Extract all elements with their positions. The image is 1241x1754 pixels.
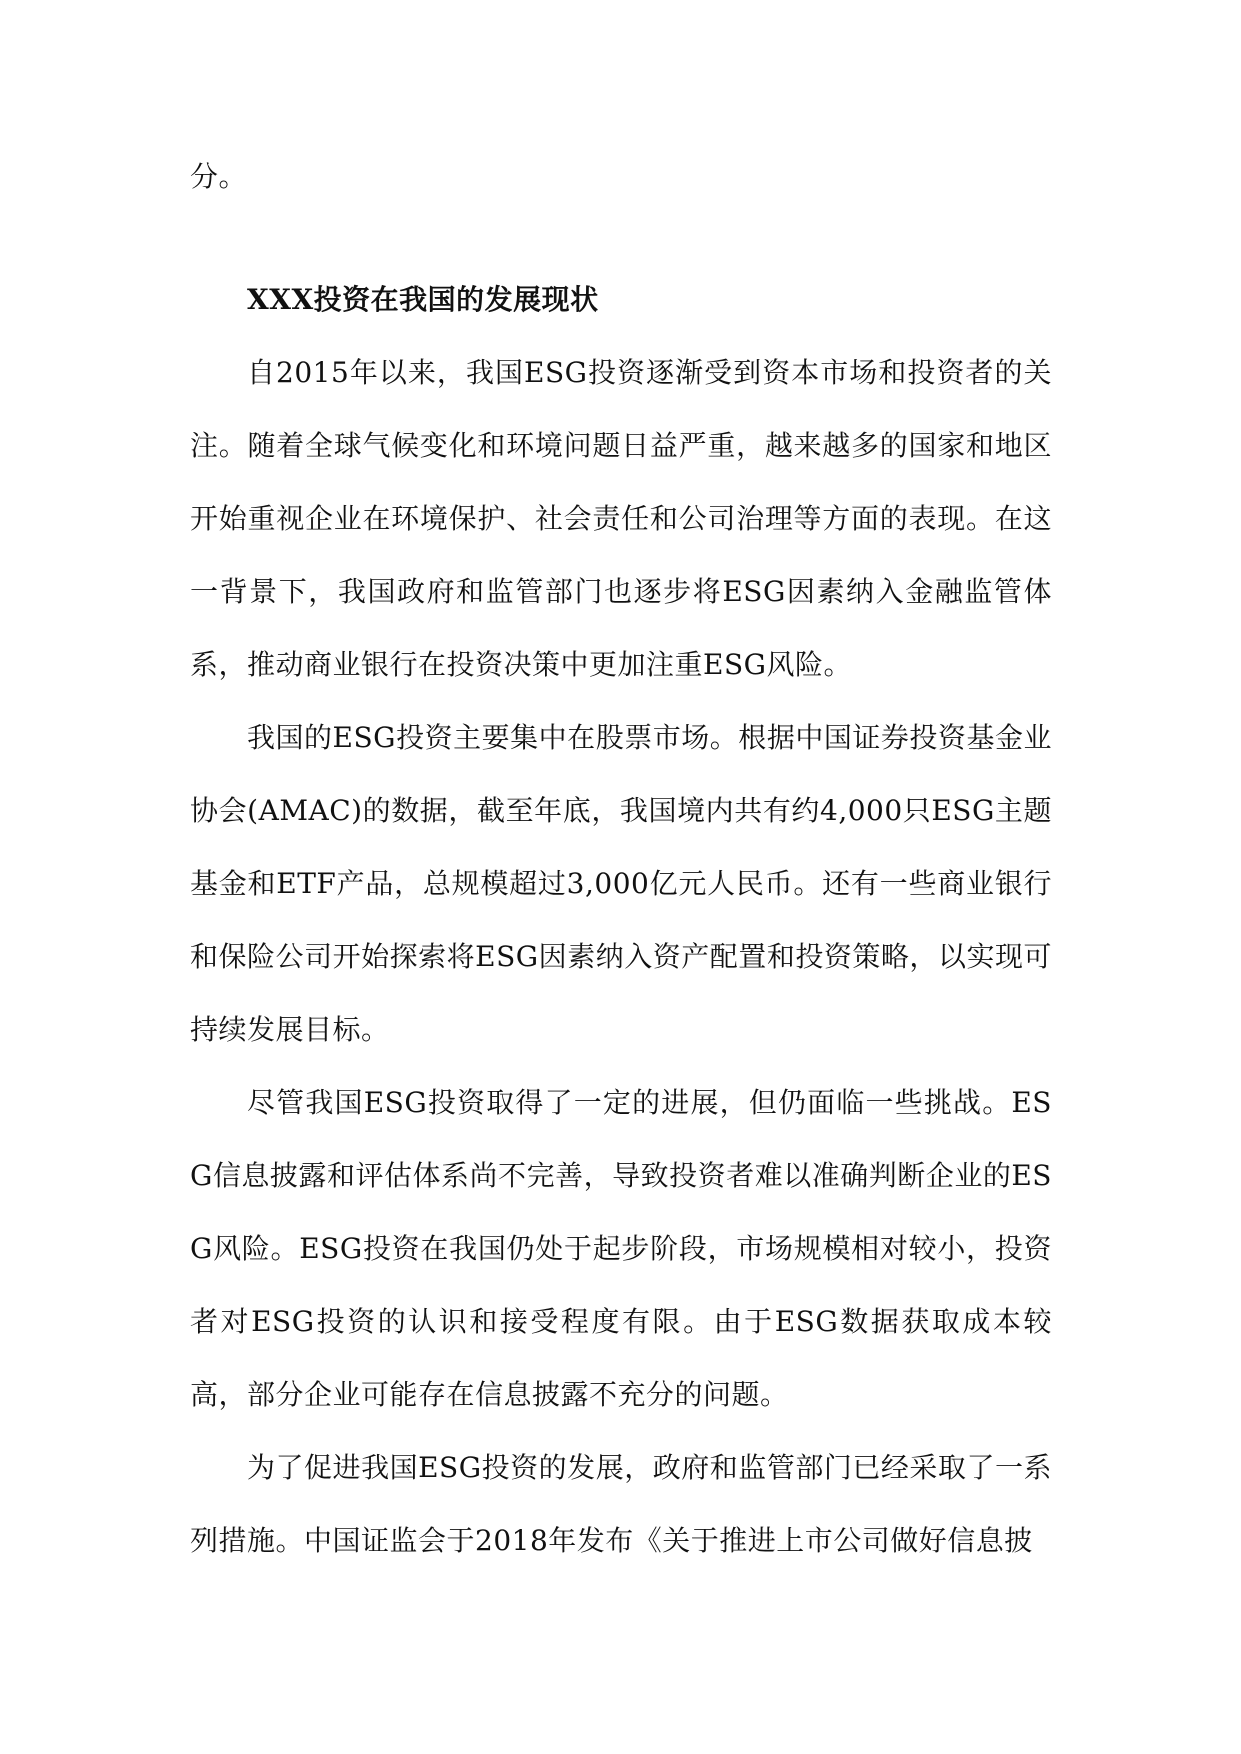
paragraph-3: 尽管我国ESG投资取得了一定的进展，但仍面临一些挑战。ESG信息披露和评估体系尚不完善，导致投资者难以准确判断企业的ESG风险。ESG投资在我国仍处于起步阶段，市场规模相对较小，投资者对ESG投资的认识和接受程度有限。由于ESG数据获取成本较高，部分企业可能存在信息披露不充分的问题。	[190, 1086, 1052, 1411]
document-body	[190, 140, 1052, 1577]
paragraph-2: 我国的ESG投资主要集中在股票市场。根据中国证券投资基金业协会(AMAC)的数据，截至年底，我国境内共有约4,000只ESG主题基金和ETF产品，总规模超过3,000亿元人民币。还有一些商业银行和保险公司开始探索将ESG因素纳入资产配置和投资策略，以实现可持续发展目标。	[190, 721, 1052, 1046]
paragraph-1: 自2015年以来，我国ESG投资逐渐受到资本市场和投资者的关注。随着全球气候变化和环境问题日益严重，越来越多的国家和地区开始重视企业在环境保护、社会责任和公司治理等方面的表现。在这一背景下，我国政府和监管部门也逐步将ESG因素纳入金融监管体系，推动商业银行在投资决策中更加注重ESG风险。	[190, 356, 1052, 681]
section-heading: XXX投资在我国的发展现状	[247, 283, 599, 316]
spacer	[190, 213, 1052, 263]
continuation-text: 分。	[190, 160, 248, 193]
paragraph-4: 为了促进我国ESG投资的发展，政府和监管部门已经采取了一系列措施。中国证监会于2018年发布《关于推进上市公司做好信息披	[190, 1451, 1052, 1557]
